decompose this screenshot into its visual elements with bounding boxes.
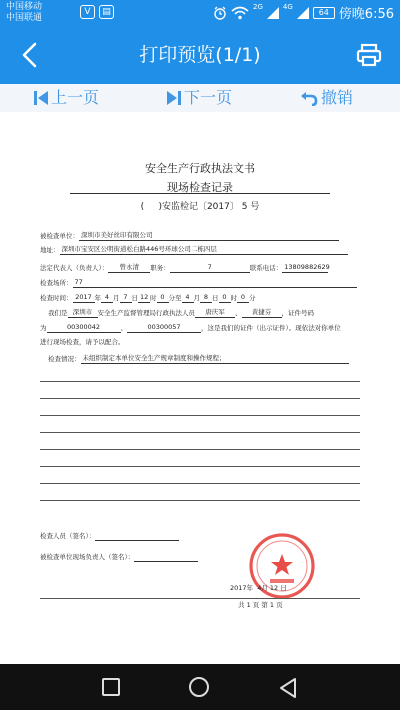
- time-min-2: 0: [237, 293, 249, 303]
- network-type-1: 2G: [253, 3, 263, 11]
- undo-button[interactable]: [300, 86, 353, 110]
- blank-line: [40, 500, 360, 501]
- signal-icon-1: [267, 7, 279, 19]
- footer-rule: [40, 598, 360, 599]
- place-label: 检查场所：: [40, 279, 73, 287]
- rep-label: 法定代表人（负责人）：: [40, 264, 109, 272]
- page-count: 共 1 页 第 1 页: [238, 601, 283, 609]
- doc-no-year: 2017: [206, 202, 230, 212]
- is-label: 为: [40, 324, 47, 332]
- unit-year: 年: [94, 294, 101, 302]
- row-inspector-sign: [40, 532, 179, 541]
- rep-sign-line: [134, 554, 198, 562]
- blank-line: [40, 415, 360, 416]
- row-cooperate: [40, 338, 125, 347]
- row-officers: [48, 308, 314, 318]
- carrier-1: 中国移动: [6, 2, 43, 12]
- time-hour-1: 12: [140, 293, 149, 301]
- recent-apps-button[interactable]: [102, 678, 120, 696]
- doc-number: [40, 199, 360, 212]
- unit-month-2: 月: [193, 294, 200, 302]
- time-year: 2017: [73, 293, 95, 303]
- row-representative: [40, 263, 328, 273]
- date-month: 4: [257, 584, 262, 592]
- doc-no-close: 〕: [229, 202, 239, 212]
- time-min-1: 0: [157, 293, 169, 303]
- status-bar: [0, 0, 400, 26]
- skip-next-icon: [167, 90, 181, 106]
- address-label: 地址：: [40, 246, 60, 254]
- page-title: 打印预览(1/1): [139, 44, 261, 66]
- alarm-icon: [213, 6, 227, 20]
- time-month-2: 4: [182, 293, 194, 303]
- inspector-sign-line: [95, 533, 179, 541]
- row-certificates: [40, 323, 341, 333]
- undo-label: 撤销: [321, 88, 354, 107]
- doc-title-1: 安全生产行政执法文书: [145, 162, 255, 175]
- row-date: [230, 584, 287, 593]
- officer-1: 唐庆军: [195, 308, 235, 318]
- notification-icon-2: ▤: [99, 5, 114, 19]
- date-day-unit: 日: [280, 584, 287, 592]
- next-page-label: 下一页: [184, 88, 233, 107]
- android-nav-bar: [0, 664, 400, 710]
- document-page: [40, 112, 360, 664]
- date-year-unit: 年: [246, 584, 254, 592]
- row-place: [40, 278, 357, 288]
- date-month-unit: 月: [261, 584, 268, 592]
- doc-title-2: 现场检查记录: [167, 181, 233, 194]
- blank-line: [40, 432, 360, 433]
- doc-no-open: (: [140, 202, 145, 212]
- cert-sep: 、: [120, 324, 127, 332]
- next-page-button[interactable]: [167, 86, 232, 110]
- situation-label: 检查情况：: [48, 355, 81, 363]
- unit-hour-1: 时: [150, 294, 157, 302]
- blank-line: [40, 381, 360, 382]
- back-triangle-icon[interactable]: [277, 677, 299, 699]
- cert-label: ，证件号码: [281, 309, 314, 317]
- address-value: 深圳市宝安区公明街道松白路446号环球公司二栋四层: [60, 245, 348, 255]
- time-hour-2: 0: [219, 293, 231, 303]
- cooperate-text: 进行现场检查，请予以配合。: [40, 338, 125, 346]
- home-button[interactable]: [189, 677, 209, 697]
- print-button[interactable]: [354, 40, 384, 70]
- row-inspected-unit: [40, 231, 339, 241]
- skip-previous-icon: [34, 90, 48, 106]
- position-value: 7: [170, 263, 250, 273]
- nav-bar: [0, 26, 400, 84]
- situation-value: 未组织制定本单位安全生产规章制度和操作规程；: [81, 354, 349, 364]
- page-toolbar: [0, 84, 400, 112]
- we-are-label: 我们是: [48, 309, 68, 317]
- inspected-value: 深圳市美好丝印有限公司: [79, 231, 339, 241]
- row-address: [40, 245, 348, 255]
- doc-no-end: 号: [250, 202, 260, 212]
- unit-day-1: 日: [131, 294, 138, 302]
- blank-line: [40, 449, 360, 450]
- cert-2: 00300057: [127, 323, 201, 333]
- time-day-1: 7: [120, 293, 132, 303]
- unit-month-1: 月: [113, 294, 120, 302]
- show-cert-text: ，这是我们的证件（出示证件）。现依法对你单位: [201, 324, 341, 332]
- officer-sep: 、: [235, 309, 242, 317]
- blank-line: [40, 466, 360, 467]
- wifi-icon: [231, 6, 249, 20]
- bureau-label: 安全生产监督管理局行政执法人员: [97, 309, 195, 317]
- status-right: [213, 3, 394, 22]
- prev-page-label: 上一页: [51, 88, 100, 107]
- doc-no-mid: )安监检记〔: [158, 202, 207, 212]
- notification-icon-1: Ⅴ: [80, 5, 95, 19]
- inspector-sign-label: 检查人员（签名）：: [40, 532, 96, 540]
- inspected-label: 被检查单位：: [40, 232, 79, 240]
- officer-2: 黄捷芬: [242, 308, 282, 318]
- carrier-2: 中国联通: [6, 13, 43, 23]
- rep-sign-label: 被检查单位现场负责人（签名）：: [40, 553, 135, 561]
- date-year: 2017: [230, 584, 247, 592]
- time-month-1: 4: [101, 293, 113, 303]
- undo-icon: [300, 90, 318, 106]
- document-preview: [0, 112, 400, 664]
- notification-icons: [80, 5, 114, 19]
- row-time: [40, 293, 256, 303]
- doc-no-num: 5: [241, 202, 248, 212]
- title-rule: [70, 193, 330, 194]
- carrier-info: [6, 2, 42, 24]
- rep-value: 曾永清: [108, 263, 150, 273]
- network-type-2: 4G: [282, 3, 293, 11]
- blank-line: [40, 398, 360, 399]
- blank-line: [40, 483, 360, 484]
- prev-page-button[interactable]: [34, 86, 99, 110]
- time-label: 检查时间：: [40, 294, 73, 302]
- phone-label: 联系电话：: [249, 264, 283, 272]
- clock: 傍晚6:56: [338, 7, 394, 22]
- position-label: 职务：: [150, 264, 170, 272]
- unit-min-1: 分至: [168, 294, 182, 302]
- unit-hour-2: 时: [230, 294, 237, 302]
- city-value: 深圳市: [68, 308, 98, 318]
- unit-day-2: 日: [212, 294, 219, 302]
- unit-min-2: 分: [249, 294, 256, 302]
- cert-1: 00300042: [47, 323, 121, 333]
- place-value: 77: [73, 278, 357, 288]
- date-day: 12: [269, 584, 279, 592]
- battery-icon: 64: [313, 7, 335, 19]
- row-situation: [48, 354, 349, 364]
- row-rep-sign: [40, 553, 198, 562]
- signal-icon-2: [297, 7, 309, 19]
- phone-value: 13809882629: [284, 263, 330, 271]
- printer-icon: [356, 43, 382, 67]
- time-day-2: 8: [200, 293, 212, 303]
